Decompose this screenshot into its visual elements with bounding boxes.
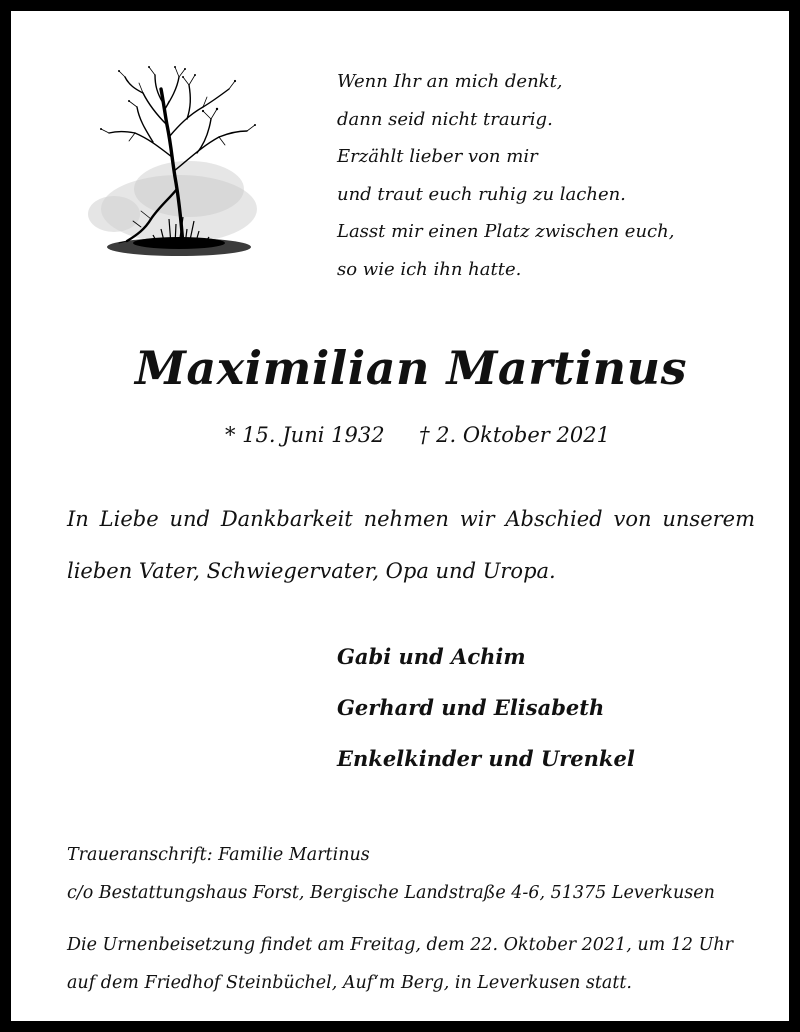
mourning-address [67, 836, 767, 912]
tribute-line: In Liebe und Dankbarkeit nehmen wir Abschied von unserem [67, 507, 755, 531]
funeral-line: Die Urnenbeisetzung findet am Freitag, dem 22. Oktober 2021, um 12 Uhr [67, 935, 733, 955]
mourner-name: Enkelkinder und Urenkel [337, 746, 635, 771]
mourner-name: Gabi und Achim [337, 644, 526, 669]
tribute-text [67, 493, 755, 597]
poem-line: Lasst mir einen Platz zwischen euch, [337, 221, 675, 242]
address-line: c/o Bestattungshaus Forst, Bergische Landstraße 4-6, 51375 Leverkusen [67, 883, 715, 903]
poem [337, 63, 757, 288]
poem-line: und traut euch ruhig zu lachen. [337, 183, 626, 205]
poem-line: so wie ich ihn hatte. [337, 258, 522, 280]
poem-line: Erzählt lieber von mir [337, 146, 538, 167]
birth-date: * 15. Juni 1932 [225, 423, 385, 447]
mourner-name: Gerhard und Elisabeth [337, 695, 605, 720]
death-date: † 2. Oktober 2021 [419, 423, 610, 447]
funeral-notice [67, 926, 767, 1002]
mourners-list [337, 631, 635, 784]
funeral-line: auf dem Friedhof Steinbüchel, Auf‘m Berg, in Leverkusen statt. [67, 973, 632, 993]
tree-icon [79, 59, 269, 269]
poem-line: dann seid nicht traurig. [337, 108, 553, 130]
deceased-name: Maximilian Martinus [135, 341, 687, 395]
address-line: Traueranschrift: Familie Martinus [67, 845, 370, 865]
poem-line: Wenn Ihr an mich denkt, [337, 71, 563, 92]
tribute-line: lieben Vater, Schwiegervater, Opa und Uropa. [67, 559, 556, 583]
